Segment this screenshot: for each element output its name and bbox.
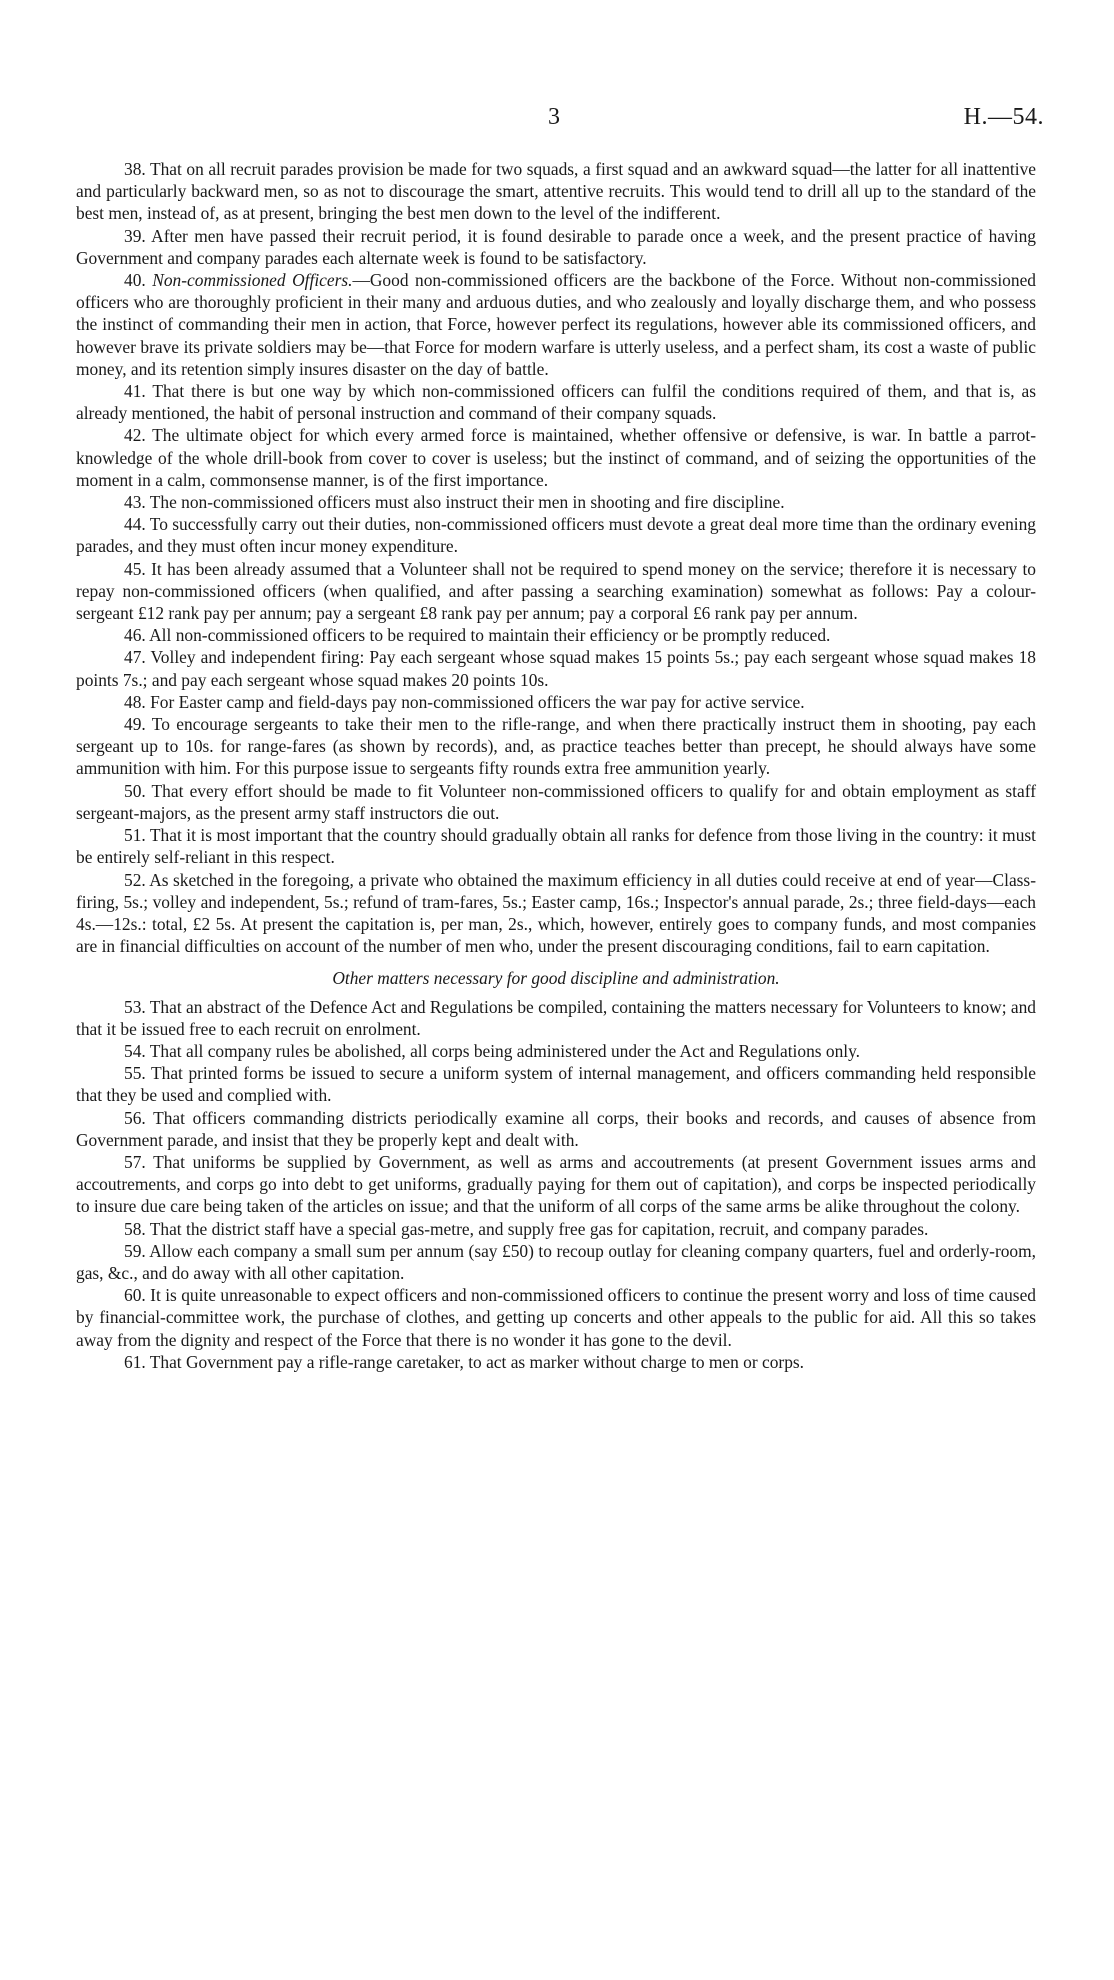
numbered-paragraph	[76, 1107, 1036, 1151]
paragraph-text: 41. That there is but one way by which non-commissioned officers can fulfil the conditions required of them, and that is, as already mentioned, the habit of personal instruction and command of their company squads.	[76, 381, 1036, 424]
numbered-paragraph	[76, 1351, 1036, 1373]
paragraph-text: 57. That uniforms be supplied by Government, as well as arms and accoutrements (at present Government issues arms and accoutrements, and corps go into debt to get uniforms, gradually paying for them out of capitation), and corps be inspected periodically to insure due care being taken of the articles on issue; and that the uniform of all corps of the same arms be alike throughout the colony.	[76, 1151, 1036, 1217]
page-number: 3	[548, 104, 560, 130]
numbered-paragraph	[76, 824, 1036, 868]
numbered-paragraph	[76, 269, 1036, 380]
document-reference: H.—54.	[963, 104, 1044, 130]
paragraph-text: 55. That printed forms be issued to secure a uniform system of internal management, and officers commanding held responsible that they be used and complied with.	[76, 1063, 1036, 1106]
body-text	[76, 158, 1036, 1373]
numbered-paragraph	[76, 646, 1036, 690]
paragraph-text: 47. Volley and independent firing: Pay each sergeant whose squad makes 15 points 5s.; pay each sergeant whose squad makes 18 points 7s.; and pay each sergeant whose squad makes 20 points 10s.	[76, 647, 1036, 690]
paragraph-text: 53. That an abstract of the Defence Act and Regulations be compiled, containing the matters necessary for Volunteers to know; and that it be issued free to each recruit on enrolment.	[76, 996, 1036, 1039]
paragraph-text: 44. To successfully carry out their duties, non-commissioned officers must devote a great deal more time than the ordinary evening parades, and they must often incur money expenditure.	[76, 514, 1036, 557]
paragraph-text: 45. It has been already assumed that a Volunteer shall not be required to spend money on the service; therefore it is necessary to repay non-commissioned officers (when qualified, and after passing a searching examination) somewhat as follows: Pay a colour-sergeant £12 rank pay per annum; pay a sergeant £8 rank pay per annum; pay a corporal £6 rank pay per annum.	[76, 558, 1036, 624]
numbered-paragraph	[76, 558, 1036, 625]
paragraph-text: 38. That on all recruit parades provision be made for two squads, a first squad and an awkward squad—the latter for all inattentive and particularly backward men, so as not to discourage the smart, attentive recruits. This would tend to drill all up to the standard of the best men, instead of, as at present, bringing the best men down to the level of the indifferent.	[76, 159, 1036, 224]
paragraph-text: 42. The ultimate object for which every armed force is maintained, whether offensive or defensive, is war. In battle a parrot-knowledge of the whole drill-book from cover to cover is useless; but the instinct of command, and of seizing the opportunities of the moment in a calm, commonsense manner, is of the first importance.	[76, 425, 1036, 490]
numbered-paragraph	[76, 624, 1036, 646]
paragraph-group-discipline	[76, 996, 1036, 1373]
numbered-paragraph	[76, 1062, 1036, 1106]
numbered-paragraph	[76, 869, 1036, 958]
numbered-paragraph	[76, 1151, 1036, 1218]
paragraph-text: 39. After men have passed their recruit period, it is found desirable to parade once a week, and the present practice of having Government and company parades each alternate week is found to be satisfactory.	[76, 225, 1036, 268]
paragraph-text: 46. All non-commissioned officers to be required to maintain their efficiency or be promptly reduced.	[124, 625, 831, 646]
numbered-paragraph	[76, 1284, 1036, 1351]
numbered-paragraph	[76, 713, 1036, 780]
paragraph-text: 52. As sketched in the foregoing, a private who obtained the maximum efficiency in all duties could receive at end of year—Class-firing, 5s.; volley and independent, 5s.; refund of tram-fares, 5s.; Easter camp, 16s.; Inspector's annual parade, 2s.; three field-days—each 4s.—12s.: total, £2 5s. At present the capitation is, per man, 2s., which, however, entirely goes to company funds, and most companies are in financial difficulties on account of the number of men who, under the present discouraging conditions, fail to earn capitation.	[76, 869, 1036, 957]
paragraph-heading: Non-commissioned Officers.	[152, 270, 353, 291]
paragraph-text: 59. Allow each company a small sum per annum (say £50) to recoup outlay for cleaning company quarters, fuel and orderly-room, gas, &c., and do away with all other capitation.	[76, 1240, 1036, 1283]
paragraph-text: 43. The non-commissioned officers must also instruct their men in shooting and fire discipline.	[124, 492, 785, 513]
numbered-paragraph	[76, 380, 1036, 424]
paragraph-text: 51. That it is most important that the country should gradually obtain all ranks for defence from those living in the country: it must be entirely self-reliant in this respect.	[76, 825, 1036, 868]
paragraph-number: 40.	[124, 270, 153, 291]
numbered-paragraph	[76, 424, 1036, 491]
paragraph-text: 56. That officers commanding districts periodically examine all corps, their books and records, and causes of absence from Government parade, and insist that they be properly kept and dealt with.	[76, 1107, 1036, 1150]
numbered-paragraph	[76, 1218, 1036, 1240]
paragraph-text: 48. For Easter camp and field-days pay non-commissioned officers the war pay for active service.	[124, 691, 805, 712]
numbered-paragraph	[76, 780, 1036, 824]
numbered-paragraph	[76, 158, 1036, 225]
paragraph-text: 61. That Government pay a rifle-range caretaker, to act as marker without charge to men or corps.	[124, 1351, 805, 1372]
numbered-paragraph	[76, 513, 1036, 557]
paragraph-group-pay-and-ncos	[76, 158, 1036, 957]
paragraph-text: 58. That the district staff have a special gas-metre, and supply free gas for capitation, recruit, and company parades.	[124, 1218, 929, 1239]
numbered-paragraph	[76, 491, 1036, 513]
numbered-paragraph	[76, 1040, 1036, 1062]
paragraph-text: 54. That all company rules be abolished, all corps being administered under the Act and Regulations only.	[124, 1040, 861, 1061]
paragraph-text: —Good non-commissioned officers are the backbone of the Force. Without non-commissioned officers who are thoroughly proficient in their many and arduous duties, and who zealously and loyally discharge them, and who possess the instinct of commanding their men in action, that Force, however perfect its regulations, however able its commissioned officers, and however brave its private soldiers may be—that Force for modern warfare is utterly useless, and a perfect sham, its cost a waste of public money, and its retention simply insures disaster on the day of battle.	[76, 270, 1036, 379]
section-subheading: Other matters necessary for good discipline and administration.	[332, 968, 780, 989]
paragraph-text: 49. To encourage sergeants to take their men to the rifle-range, and when there practically instruct them in shooting, pay each sergeant up to 10s. for range-fares (as shown by records), and, as practice teaches better than precept, he should always have some ammunition with him. For this purpose issue to sergeants fifty rounds extra free ammunition yearly.	[76, 714, 1036, 779]
paragraph-text: 60. It is quite unreasonable to expect officers and non-commissioned officers to continue the present worry and loss of time caused by financial-committee work, the purchase of clothes, and getting up concerts and other appeals to the public for aid. All this so takes away from the dignity and respect of the Force that there is no wonder it has gone to the devil.	[76, 1285, 1036, 1350]
numbered-paragraph	[76, 691, 1036, 713]
numbered-paragraph	[76, 225, 1036, 269]
paragraph-text: 50. That every effort should be made to fit Volunteer non-commissioned officers to qualify for and obtain employment as staff sergeant-majors, as the present army staff instructors die out.	[76, 780, 1036, 823]
numbered-paragraph	[76, 996, 1036, 1040]
numbered-paragraph	[76, 1240, 1036, 1284]
